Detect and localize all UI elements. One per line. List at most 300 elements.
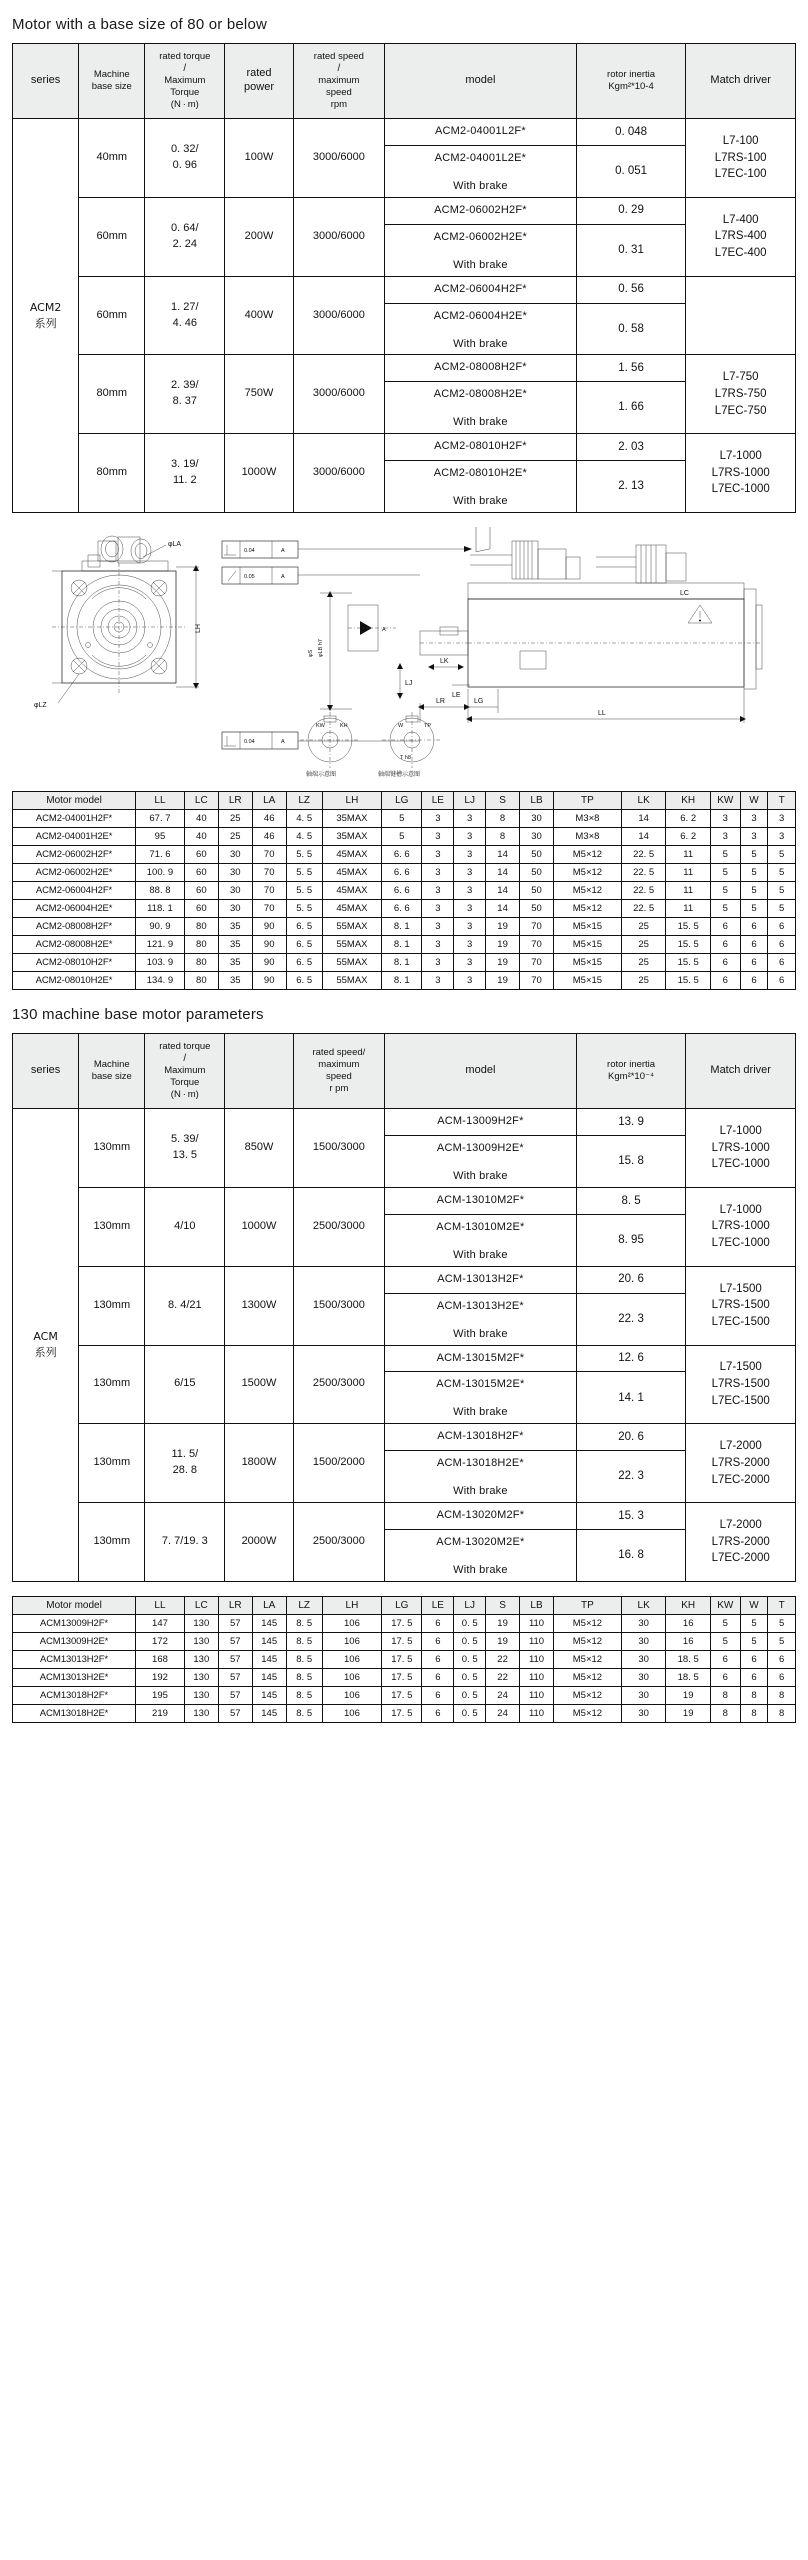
label-phi-la: φLA [168, 541, 182, 549]
model-name: ACM2-06004H2E* [433, 309, 528, 322]
cell-lz: 8. 5 [286, 1686, 322, 1704]
label-lg: LG [474, 698, 484, 706]
model-name: ACM-13020M2F* [436, 1509, 525, 1522]
cell-le: 6 [422, 1668, 454, 1686]
cell-w: 3 [740, 828, 768, 846]
cell-rated-power: 1500W [225, 1345, 293, 1424]
cell-s: 19 [486, 1632, 520, 1650]
cell-lh: 55MAX [322, 936, 381, 954]
cell-kh: 15. 5 [666, 936, 711, 954]
dim-col-lc: LC [184, 1596, 218, 1614]
drawing-side-view [418, 527, 762, 723]
cell-lc: 80 [184, 972, 218, 990]
dimension-table-130-wrapper [12, 1596, 796, 1723]
cell-motor-model: ACM2-06002H2E* [13, 864, 136, 882]
cell-machine-base-size: 130mm [79, 1187, 145, 1266]
col-rated-speed-l1: rated speed/ [312, 1047, 366, 1059]
cell-la: 46 [252, 810, 286, 828]
cell-rotor-inertia: 15. 8 [576, 1136, 686, 1188]
table-header-row [13, 44, 796, 119]
model-name: ACM-13013H2E* [436, 1299, 524, 1312]
cell-model [385, 303, 577, 355]
cell-tp: M5×15 [553, 936, 621, 954]
cell-rated-power: 1300W [225, 1266, 293, 1345]
cell-kw: 8 [710, 1686, 740, 1704]
cell-rotor-inertia: 15. 3 [576, 1503, 686, 1530]
col-rated-speed: rated speed/ maximum speed r pm [293, 1034, 384, 1109]
label-gdt-bottom-value: 0.04 [244, 739, 255, 746]
model-brake-note: With brake [453, 1406, 508, 1419]
cell-lj: 0. 5 [454, 1704, 486, 1722]
cell-t: 5 [768, 1632, 796, 1650]
cell-lk: 25 [621, 954, 666, 972]
cell-lk: 25 [621, 936, 666, 954]
dimension-table-small [12, 791, 796, 990]
cell-t: 5 [768, 1614, 796, 1632]
cell-kw: 8 [710, 1704, 740, 1722]
dim-col-lk: LK [621, 792, 666, 810]
cell-w: 6 [740, 1668, 768, 1686]
cell-t: 5 [768, 864, 796, 882]
cell-t: 6 [768, 954, 796, 972]
cell-s: 19 [486, 936, 520, 954]
cell-lz: 8. 5 [286, 1668, 322, 1686]
cell-lj: 3 [454, 954, 486, 972]
table-row [13, 1187, 796, 1214]
model-name: ACM-13018H2F* [437, 1430, 524, 1443]
cell-t: 6 [768, 918, 796, 936]
label-phi-s: φS [308, 649, 314, 658]
table-row [13, 972, 796, 990]
cell-kw: 5 [710, 900, 740, 918]
cell-model [385, 145, 577, 197]
driver-model: L7EC-1500 [711, 1394, 770, 1407]
driver-model: L7RS-1000 [711, 1141, 770, 1154]
cell-lc: 80 [184, 954, 218, 972]
driver-model: L7EC-2000 [711, 1552, 770, 1565]
cell-rated-torque: 2. 39/ 8. 37 [145, 355, 225, 434]
table-row [13, 882, 796, 900]
dim-col-tp: TP [553, 792, 621, 810]
cell-model [385, 461, 577, 513]
driver-model: L7-2000 [719, 1519, 762, 1532]
cell-ll: 95 [136, 828, 185, 846]
cell-la: 70 [252, 864, 286, 882]
model-name: ACM-13015M2E* [436, 1378, 525, 1391]
cell-tp: M5×12 [553, 1650, 621, 1668]
cell-lb: 110 [520, 1668, 554, 1686]
cell-kh: 11 [666, 864, 711, 882]
driver-model: L7RS-1000 [711, 1220, 770, 1233]
cell-lb: 30 [520, 810, 554, 828]
dim-col-lg: LG [382, 792, 422, 810]
cell-machine-base-size: 60mm [79, 276, 145, 355]
cell-match-driver [686, 355, 796, 434]
cell-motor-model: ACM2-08010H2F* [13, 954, 136, 972]
label-lk: LK [440, 658, 449, 666]
cell-rated-torque: 7. 7/19. 3 [145, 1503, 225, 1582]
dim-col-la: LA [252, 1596, 286, 1614]
cell-lk: 14 [621, 810, 666, 828]
cell-la: 145 [252, 1650, 286, 1668]
dim-col-lj: LJ [454, 1596, 486, 1614]
cell-rated-power: 200W [225, 197, 293, 276]
cell-lz: 5. 5 [286, 864, 322, 882]
cell-machine-base-size: 80mm [79, 355, 145, 434]
cell-kw: 5 [710, 882, 740, 900]
cell-le: 3 [422, 846, 454, 864]
label-lh: LH [195, 624, 202, 634]
driver-model: L7EC-1500 [711, 1315, 770, 1328]
cell-lc: 130 [184, 1704, 218, 1722]
dim-col-motor-model: Motor model [13, 792, 136, 810]
driver-model: L7-100 [722, 134, 759, 147]
cell-rated-speed: 1500/2000 [293, 1424, 384, 1503]
cell-lk: 30 [621, 1704, 666, 1722]
label-phi-lz: φLZ [34, 702, 47, 710]
cell-tp: M5×12 [553, 846, 621, 864]
cell-lc: 60 [184, 846, 218, 864]
cell-lb: 50 [520, 864, 554, 882]
cell-la: 145 [252, 1668, 286, 1686]
table-row [13, 1704, 796, 1722]
dim-col-lg: LG [382, 1596, 422, 1614]
table-row [13, 918, 796, 936]
cell-le: 6 [422, 1632, 454, 1650]
cell-rated-power: 1800W [225, 1424, 293, 1503]
cell-lr: 57 [218, 1650, 252, 1668]
cell-lz: 6. 5 [286, 936, 322, 954]
cell-machine-base-size: 130mm [79, 1109, 145, 1188]
dim-col-s: S [486, 792, 520, 810]
driver-model: L7-2000 [719, 1440, 762, 1453]
cell-rotor-inertia: 20. 6 [576, 1424, 686, 1451]
dim-col-ll: LL [136, 792, 185, 810]
cell-model [385, 1293, 577, 1345]
label-tp: TP [424, 723, 432, 730]
cell-kw: 6 [710, 954, 740, 972]
cell-la: 70 [252, 882, 286, 900]
col-machine-base-size [79, 44, 145, 119]
col-rated-torque: rated torque / Maximum Torque (N · m) [145, 1034, 225, 1109]
cell-la: 46 [252, 828, 286, 846]
col-machine-base-size: Machine base size [79, 1034, 145, 1109]
cell-lh: 106 [322, 1632, 381, 1650]
cell-ll: 172 [136, 1632, 185, 1650]
cell-s: 22 [486, 1668, 520, 1686]
model-name: ACM-13010M2E* [436, 1220, 525, 1233]
cell-rated-speed: 1500/3000 [293, 1266, 384, 1345]
cell-w: 6 [740, 918, 768, 936]
cell-match-driver [686, 197, 796, 276]
col-rated-speed: rated speed / maximum speed rpm [293, 44, 384, 119]
cell-rotor-inertia: 13. 9 [576, 1109, 686, 1136]
dim-col-kh: KH [666, 792, 711, 810]
cell-le: 3 [422, 972, 454, 990]
table-row [13, 900, 796, 918]
cell-ll: 134. 9 [136, 972, 185, 990]
cell-s: 19 [486, 972, 520, 990]
cell-match-driver [686, 1109, 796, 1188]
cell-machine-base-size: 130mm [79, 1266, 145, 1345]
table-row [13, 954, 796, 972]
motor-dimension-drawings [0, 527, 808, 777]
cell-rated-power: 750W [225, 355, 293, 434]
cell-tp: M5×15 [553, 972, 621, 990]
cell-ll: 88. 8 [136, 882, 185, 900]
cell-motor-model: ACM13013H2F* [13, 1650, 136, 1668]
cell-match-driver [686, 1187, 796, 1266]
cell-lh: 35MAX [322, 810, 381, 828]
dim-col-w: W [740, 1596, 768, 1614]
dim-col-lz: LZ [286, 792, 322, 810]
cell-model [385, 382, 577, 434]
label-gdt-perp-value: 0.04 [244, 548, 255, 555]
cell-rotor-inertia: 1. 66 [576, 382, 686, 434]
cell-lb: 50 [520, 900, 554, 918]
table-row [13, 1614, 796, 1632]
model-brake-note: With brake [453, 1169, 508, 1182]
cell-model [385, 1530, 577, 1582]
table-row [13, 1424, 796, 1451]
cell-model [385, 276, 577, 303]
cell-tp: M5×12 [553, 900, 621, 918]
cell-lk: 30 [621, 1614, 666, 1632]
cell-rotor-inertia: 16. 8 [576, 1530, 686, 1582]
cell-s: 8 [486, 828, 520, 846]
driver-model: L7RS-2000 [711, 1535, 770, 1548]
cell-le: 6 [422, 1614, 454, 1632]
cell-lg: 8. 1 [382, 918, 422, 936]
model-brake-note: With brake [453, 495, 508, 508]
cell-w: 5 [740, 882, 768, 900]
cell-model [385, 1214, 577, 1266]
cell-lk: 30 [621, 1686, 666, 1704]
cell-rated-torque: 3. 19/ 11. 2 [145, 434, 225, 513]
cell-w: 5 [740, 846, 768, 864]
label-ll: LL [598, 710, 606, 718]
table-header-row [13, 1034, 796, 1109]
cell-lk: 22. 5 [621, 882, 666, 900]
col-model: model [385, 44, 577, 119]
cell-machine-base-size: 60mm [79, 197, 145, 276]
driver-model: L7EC-400 [714, 247, 767, 260]
label-t-h8: T h8 [400, 755, 411, 762]
cell-lc: 60 [184, 882, 218, 900]
cell-model [385, 197, 577, 224]
cell-lj: 0. 5 [454, 1632, 486, 1650]
driver-model: L7RS-750 [714, 388, 767, 400]
cell-model [385, 434, 577, 461]
cell-lg: 17. 5 [382, 1686, 422, 1704]
cell-ll: 219 [136, 1704, 185, 1722]
drawing-shaft-end-detail [300, 712, 442, 777]
cell-motor-model: ACM2-06004H2F* [13, 882, 136, 900]
driver-model: L7EC-750 [714, 404, 767, 417]
driver-model: L7EC-100 [714, 168, 767, 181]
cell-lg: 8. 1 [382, 954, 422, 972]
cell-lh: 55MAX [322, 918, 381, 936]
cell-motor-model: ACM2-06004H2E* [13, 900, 136, 918]
cell-lk: 22. 5 [621, 900, 666, 918]
cell-rotor-inertia: 0. 58 [576, 303, 686, 355]
cell-lh: 45MAX [322, 900, 381, 918]
dimension-table-130-body [13, 1614, 796, 1722]
model-name: ACM-13009H2E* [436, 1142, 524, 1154]
cell-ll: 147 [136, 1614, 185, 1632]
cell-la: 90 [252, 936, 286, 954]
cell-rotor-inertia: 8. 5 [576, 1187, 686, 1214]
driver-model: L7-750 [722, 371, 759, 384]
cell-lh: 55MAX [322, 972, 381, 990]
cell-lb: 70 [520, 936, 554, 954]
cell-lg: 17. 5 [382, 1650, 422, 1668]
dim-col-lh: LH [322, 792, 381, 810]
cell-machine-base-size: 40mm [79, 119, 145, 198]
datasheet-page [0, 16, 808, 1723]
cell-lc: 130 [184, 1686, 218, 1704]
cell-lr: 57 [218, 1704, 252, 1722]
cell-w: 5 [740, 864, 768, 882]
driver-model: L7RS-1500 [711, 1299, 770, 1312]
cell-lr: 30 [218, 864, 252, 882]
spec-table-small-head [13, 44, 796, 119]
cell-s: 19 [486, 1614, 520, 1632]
cell-lc: 80 [184, 936, 218, 954]
cell-kh: 18. 5 [666, 1668, 711, 1686]
cell-t: 6 [768, 936, 796, 954]
cell-kw: 6 [710, 936, 740, 954]
cell-rated-speed: 3000/6000 [293, 355, 384, 434]
cell-match-driver [686, 1424, 796, 1503]
cell-rotor-inertia: 1. 56 [576, 355, 686, 382]
model-name: ACM-13020M2E* [436, 1536, 525, 1549]
cell-lk: 30 [621, 1668, 666, 1686]
dim-col-motor-model: Motor model [13, 1596, 136, 1614]
cell-le: 3 [422, 918, 454, 936]
dim-col-la: LA [252, 792, 286, 810]
dimension-table-small-body [13, 810, 796, 990]
label-kh: KH [340, 723, 348, 730]
label-le: LE [452, 692, 461, 700]
cell-lb: 110 [520, 1614, 554, 1632]
model-brake-note: With brake [453, 1485, 508, 1498]
cell-motor-model: ACM13009H2E* [13, 1632, 136, 1650]
table-row [13, 276, 796, 303]
dim-col-tp: TP [553, 1596, 621, 1614]
cell-la: 90 [252, 972, 286, 990]
dim-col-kw: KW [710, 792, 740, 810]
cell-lb: 110 [520, 1704, 554, 1722]
dimension-table-small-wrapper [12, 791, 796, 990]
cell-lh: 106 [322, 1668, 381, 1686]
cell-w: 5 [740, 1614, 768, 1632]
cell-motor-model: ACM13009H2F* [13, 1614, 136, 1632]
cell-t: 5 [768, 900, 796, 918]
cell-la: 145 [252, 1632, 286, 1650]
table-row [13, 864, 796, 882]
cell-lh: 106 [322, 1704, 381, 1722]
cell-kw: 5 [710, 1632, 740, 1650]
cell-lb: 30 [520, 828, 554, 846]
col-rated-power [225, 1034, 293, 1109]
drawing-front-view [34, 536, 202, 709]
dim-col-w: W [740, 792, 768, 810]
cell-kh: 6. 2 [666, 828, 711, 846]
cell-la: 145 [252, 1704, 286, 1722]
col-model: model [385, 1034, 577, 1109]
cell-rotor-inertia: 22. 3 [576, 1293, 686, 1345]
cell-rated-speed: 2500/3000 [293, 1503, 384, 1582]
dim-col-le: LE [422, 792, 454, 810]
cell-motor-model: ACM13018H2F* [13, 1686, 136, 1704]
cell-model [385, 1266, 577, 1293]
cell-match-driver [686, 1503, 796, 1582]
spec-table-130-head [13, 1034, 796, 1109]
cell-rated-torque: 0. 64/ 2. 24 [145, 197, 225, 276]
cell-lg: 5 [382, 828, 422, 846]
cell-lz: 8. 5 [286, 1614, 322, 1632]
col-rated-torque: rated torque / Maximum Torque (N · m) [145, 44, 225, 119]
cell-kh: 6. 2 [666, 810, 711, 828]
cell-lh: 106 [322, 1614, 381, 1632]
dimension-table-130-head-row [13, 1596, 796, 1614]
spec-table-small-body [13, 119, 796, 513]
cell-ll: 121. 9 [136, 936, 185, 954]
cell-t: 8 [768, 1686, 796, 1704]
label-gdt-perp-datum: A [281, 548, 285, 555]
cell-kw: 6 [710, 1650, 740, 1668]
cell-lc: 130 [184, 1632, 218, 1650]
cell-lj: 3 [454, 936, 486, 954]
label-w: W [398, 723, 404, 730]
cell-kh: 11 [666, 846, 711, 864]
cell-kh: 11 [666, 900, 711, 918]
cell-match-driver [686, 1266, 796, 1345]
cell-la: 145 [252, 1614, 286, 1632]
cell-tp: M5×15 [553, 918, 621, 936]
cell-t: 5 [768, 882, 796, 900]
cell-lj: 3 [454, 918, 486, 936]
cell-ll: 67. 7 [136, 810, 185, 828]
cell-w: 6 [740, 972, 768, 990]
label-shaft-note-cn: 轴端示意图 [306, 771, 337, 778]
section-title-130-motors: 130 machine base motor parameters [12, 1006, 264, 1024]
cell-lb: 50 [520, 846, 554, 864]
model-name: ACM2-04001L2E* [434, 151, 527, 164]
cell-rotor-inertia: 0. 56 [576, 276, 686, 303]
cell-model [385, 119, 577, 146]
cell-rotor-inertia: 0. 048 [576, 119, 686, 146]
model-brake-note: With brake [453, 416, 508, 429]
cell-lb: 110 [520, 1650, 554, 1668]
col-match-driver: Match driver [686, 1034, 796, 1109]
cell-lc: 60 [184, 864, 218, 882]
spec-table-small [12, 43, 796, 513]
table-row [13, 1650, 796, 1668]
label-phi-lb: φLB h7 [318, 639, 324, 658]
cell-kh: 19 [666, 1686, 711, 1704]
cell-lk: 30 [621, 1632, 666, 1650]
cell-tp: M5×12 [553, 882, 621, 900]
cell-lj: 3 [454, 810, 486, 828]
table-row [13, 197, 796, 224]
cell-rated-power: 100W [225, 119, 293, 198]
cell-rated-torque: 1. 27/ 4. 46 [145, 276, 225, 355]
cell-kh: 19 [666, 1704, 711, 1722]
cell-s: 14 [486, 882, 520, 900]
cell-s: 24 [486, 1704, 520, 1722]
